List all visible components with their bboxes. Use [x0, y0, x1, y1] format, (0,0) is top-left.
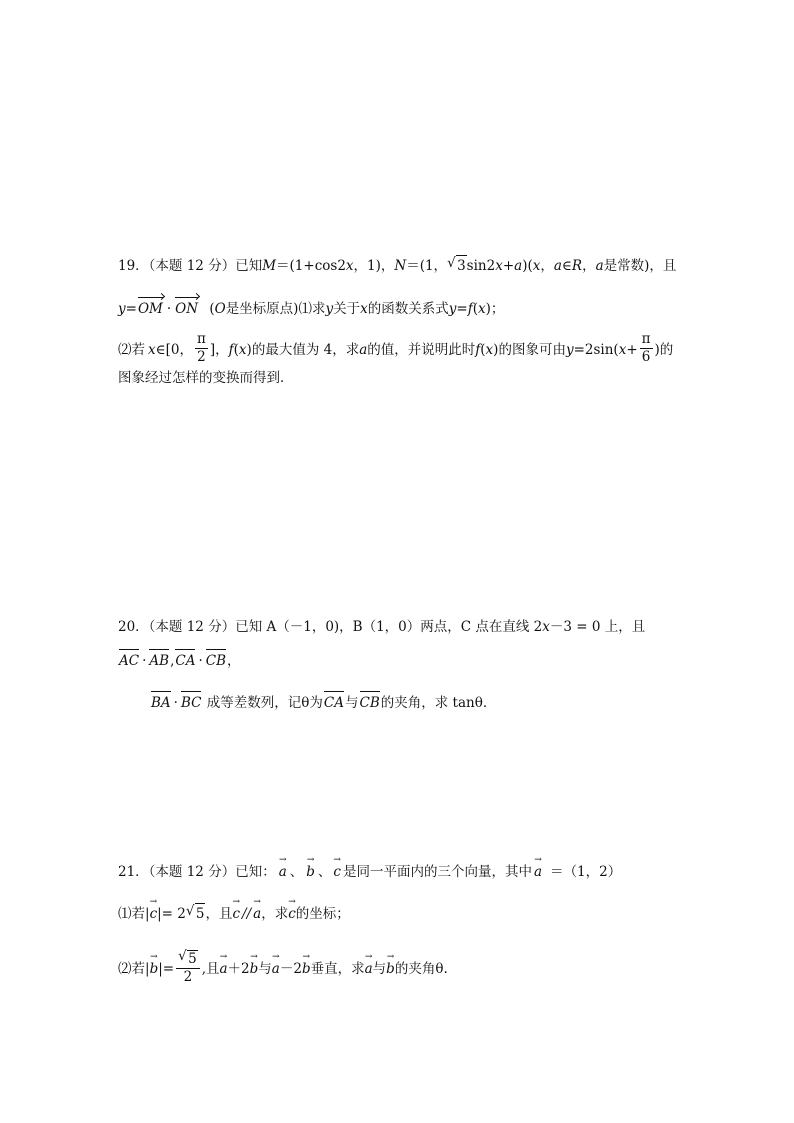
q19-l2-f: f — [467, 301, 473, 317]
q21-l3-text: 的夹角θ. — [394, 961, 448, 977]
q19-l2-x2: x — [477, 301, 486, 317]
vector-b: → b — [150, 945, 159, 989]
sqrt-5: √ 5 — [178, 950, 198, 968]
q19-l1-M: M — [262, 258, 277, 274]
q21-l2-text: ，且 — [205, 906, 233, 922]
q19-l3-paren2: ( — [480, 342, 486, 358]
q20-l3-text: 成等差数列，记θ为 — [206, 695, 323, 711]
vector-c: → c — [333, 858, 341, 882]
sqrt-3: √ 3 — [447, 255, 467, 276]
q20-line-1 — [118, 617, 645, 637]
q21-l3-text: 与 — [372, 961, 387, 977]
vector-c: → c — [288, 900, 296, 924]
q21-l2-text: ⑴若| — [118, 906, 150, 922]
q19-l1-comma2: ， — [582, 258, 596, 274]
q19-l1-R: R — [571, 258, 583, 274]
q19-l2-x: x — [360, 301, 368, 317]
q21-l3-text: ＋2 — [227, 961, 250, 977]
vector-CA: CA — [175, 648, 195, 671]
vector-CB: CB — [206, 648, 226, 671]
q19-l1-text: 19．（本题 12 分）已知 — [118, 258, 263, 274]
vector-a: → a — [272, 945, 280, 989]
fraction-pi-over-6 — [640, 331, 653, 366]
q19-l2-text: ( — [209, 301, 215, 317]
vector-a: → a — [253, 900, 261, 924]
q19-line-3 — [118, 330, 673, 370]
q19-l2-eq: = — [125, 301, 137, 317]
fraction-numerator — [176, 950, 200, 969]
vector-CB: CB — [360, 690, 380, 713]
q19-l3-text: ∈[0， — [155, 342, 193, 358]
q19-l1-a2: a — [553, 258, 562, 274]
q20-l1-text: －3 = 0 上，且 — [549, 619, 646, 635]
vector-c: → c — [232, 900, 240, 924]
q19-l3-text: ⑵若 — [118, 342, 145, 358]
q19-l3-text: )的图象可由 — [493, 342, 566, 358]
q21-l2-text: 的坐标； — [295, 906, 350, 922]
q19-l2-O: O — [214, 301, 226, 317]
q19-l3-text: )的最大值为 4，求 — [246, 342, 360, 358]
q19-l1-text: ，1)， — [353, 258, 395, 274]
q19-l3-text: )的 — [654, 342, 674, 358]
q19-l2-text: 关于 — [333, 301, 361, 317]
q19-l3-text: =2sin( — [573, 342, 619, 358]
q21-l1-text: 、 — [317, 864, 332, 880]
q19-l2-y3: y — [448, 301, 457, 317]
dot-operator: · — [166, 301, 172, 317]
vector-a: → a — [279, 858, 287, 882]
q19-l2-text: )； — [485, 301, 505, 317]
dot-operator: · — [142, 653, 147, 669]
q20-line-3 — [150, 690, 496, 713]
q19-l3-x4: x — [618, 342, 627, 358]
fraction-numerator: π — [641, 331, 651, 347]
q21-l3-text: －2 — [279, 961, 302, 977]
q19-l3-f: f — [228, 342, 234, 358]
q19-l2-eq2: = — [456, 301, 468, 317]
q19-l1-N: N — [394, 258, 407, 274]
q19-line-2 — [118, 296, 504, 319]
q21-l1-text: 是同一平面内的三个向量，其中 — [342, 864, 532, 880]
q19-l3-f2: f — [475, 342, 481, 358]
q19-l1-comma: ， — [540, 258, 554, 274]
q20-l1-text: 20．（本题 12 分）已知 A（－1，0)，B（1，0）两点，C 点在直线 2 — [118, 619, 543, 635]
q21-line-3 — [118, 945, 448, 989]
vector-b: → b — [250, 945, 259, 989]
vector-b: → b — [386, 945, 395, 989]
q21-l1-text: 21．（本题 12 分）已知： — [118, 864, 276, 880]
q21-l3-text: ,且 — [201, 961, 220, 977]
vector-a: → a — [534, 858, 542, 882]
q21-l1-text: ＝（1，2） — [550, 864, 622, 880]
q19-l1-x: x — [345, 258, 354, 274]
q19-l1-plus: + — [502, 258, 515, 274]
q19-l2-y: y — [118, 301, 126, 317]
q20-l2-text: ， — [227, 653, 241, 669]
q19-l1-a3: a — [595, 258, 604, 274]
q19-l3-a: a — [359, 342, 368, 358]
fraction-denominator: 6 — [641, 349, 651, 365]
vector-b: → b — [302, 945, 311, 989]
q20-l3-text: 的夹角，求 tanθ． — [380, 695, 497, 711]
q21-l2-text: |= 2 — [157, 906, 186, 922]
vector-b: → b — [306, 858, 315, 882]
q19-l1-text: )( — [522, 258, 533, 274]
q19-l3-y: y — [565, 342, 574, 358]
vector-AB: AB — [149, 648, 169, 671]
vector-AC: AC — [119, 648, 139, 671]
q19-l3-paren: ( — [233, 342, 239, 358]
q19-l2-y2: y — [325, 301, 334, 317]
q19-line-4: 图象经过怎样的变换而得到． — [118, 370, 294, 386]
q19-line-1 — [118, 255, 676, 276]
dot-operator: · — [173, 695, 178, 711]
vector-a: → a — [219, 945, 227, 989]
q20-l3-text: 与 — [345, 695, 359, 711]
q19-l1-text: ＝(1， — [406, 258, 448, 274]
vector-c: → c — [150, 900, 158, 924]
vector-OM: OM — [138, 296, 163, 319]
q19-l1-in: ∈ — [561, 258, 572, 274]
vector-CA: CA — [324, 690, 344, 713]
q21-line-1 — [118, 858, 621, 882]
fraction-denominator: 2 — [183, 968, 193, 985]
q19-l3-x: x — [148, 342, 156, 358]
q19-l1-text: ＝(1+cos2 — [276, 258, 346, 274]
q19-l3-text: ]， — [209, 342, 229, 358]
q19-l1-x3: x — [532, 258, 541, 274]
q19-l2-paren: ( — [472, 301, 478, 317]
vector-BC: BC — [181, 690, 202, 713]
q21-l3-text: ⑵若| — [118, 961, 150, 977]
q20-line-2 — [118, 648, 241, 671]
q19-l1-text: 是常数)，且 — [603, 258, 677, 274]
comma: , — [170, 653, 175, 669]
dot-operator: · — [198, 653, 203, 669]
q19-l1-x2: x — [495, 258, 503, 274]
q20-l1-x: x — [542, 619, 550, 635]
vector-ON: ON — [175, 296, 198, 319]
q19-l2-text: 的函数关系式 — [367, 301, 449, 317]
fraction-numerator: π — [196, 331, 206, 347]
q21-l3-text: 与 — [258, 961, 272, 977]
vector-BA: BA — [151, 690, 171, 713]
q21-l3-text: 垂直，求 — [310, 961, 365, 977]
q19-l1-a: a — [514, 258, 523, 274]
q19-l3-text: 的值，并说明此时 — [367, 342, 476, 358]
q19-l3-x2: x — [238, 342, 247, 358]
fraction-sqrt5-over-2 — [176, 950, 200, 986]
parallel-symbol: // — [242, 906, 252, 922]
sqrt-5: √ 5 — [186, 903, 206, 924]
q19-l3-x3: x — [485, 342, 494, 358]
q19-l2-text: 是坐标原点)⑴求 — [225, 301, 326, 317]
q21-l1-text: 、 — [289, 864, 304, 880]
q21-l3-text: |= — [158, 961, 175, 977]
fraction-denominator: 2 — [197, 349, 206, 365]
fraction-pi-over-2 — [195, 331, 208, 366]
q19-l1-text: sin2 — [466, 258, 496, 274]
q19-l3-plus: + — [626, 342, 638, 358]
q21-line-2 — [118, 900, 350, 924]
q21-l2-text: ，求 — [261, 906, 289, 922]
vector-a: → a — [365, 945, 373, 989]
